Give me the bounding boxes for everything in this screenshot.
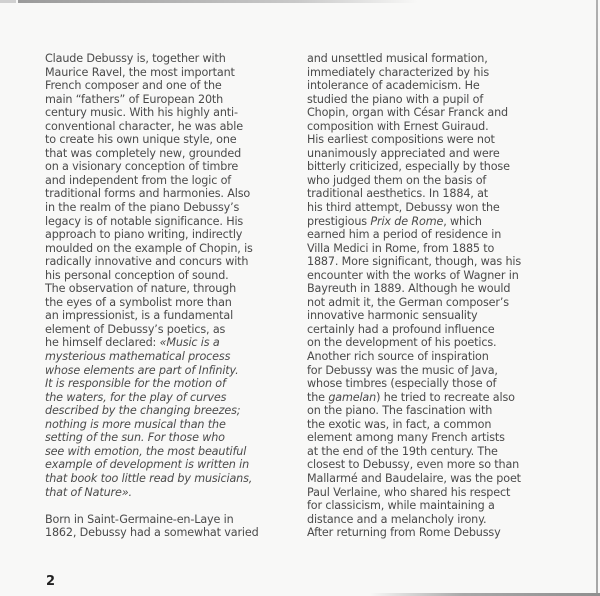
text-segment: element of Debussy’s poetics, as [45,322,226,336]
text-segment: that was completely new, grounded [45,146,242,160]
text-line [45,377,259,391]
text-segment: radically innovative and concurs with [45,255,249,269]
italic-text: Prix de Rome [370,214,444,228]
text-line [307,160,521,174]
text-segment: and unsettled musical formation, [307,52,488,65]
scan-edge-top-left [0,0,16,3]
text-segment: Paul Verlaine, who shared his respect [307,485,511,499]
italic-text: «Music is a [159,336,220,350]
text-segment: on a visionary conception of timbre [45,160,239,174]
italic-text: whose elements are part of Infinity. [45,363,239,377]
text-line [45,228,259,242]
text-line [307,174,521,188]
text-line [45,472,259,486]
text-line [307,228,521,242]
text-segment: innovative harmonic sensuality [307,309,478,323]
text-line [307,282,521,296]
text-segment: on the piano. The fascination with [307,404,493,418]
text-line [307,486,521,500]
text-line [45,282,259,296]
text-line [307,133,521,147]
text-segment: The observation of nature, through [45,282,237,296]
text-segment: Claude Debussy is, together with [45,52,226,65]
text-line [307,93,521,107]
text-line [307,336,521,350]
text-segment: main “fathers” of European 20th [45,92,224,106]
text-line [307,269,521,283]
text-segment: approach to piano writing, indirectly [45,228,243,242]
text-line [307,187,521,201]
text-line [45,458,259,472]
text-segment: element among many French artists [307,431,505,445]
text-line [45,486,259,500]
text-line [45,350,259,364]
italic-text: see with emotion, the most beautiful [45,444,247,458]
text-segment: earned him a period of residence in [307,228,502,242]
text-line [45,52,259,66]
text-segment: the [307,390,329,404]
text-line [45,418,259,432]
text-line [307,418,521,432]
text-line [45,66,259,80]
text-line [307,309,521,323]
text-line [307,201,521,215]
text-segment: Another rich source of inspiration [307,350,489,364]
text-segment: Villa Medici in Rome, from 1885 to [307,241,495,255]
text-segment: who judged them on the basis of [307,173,487,187]
italic-text: example of development is written in [45,458,250,472]
text-line [307,472,521,486]
text-segment: , which [443,214,482,228]
paragraph-gap [45,499,259,513]
text-line [45,255,259,269]
text-segment: legacy is of notable significance. His [45,214,244,228]
text-line [307,445,521,459]
text-segment: his third attempt, Debussy won the [307,201,500,215]
text-line [45,296,259,310]
text-segment: His earliest compositions were not [307,133,495,147]
text-line [307,391,521,405]
text-line [45,106,259,120]
text-line [45,513,259,527]
text-line [45,174,259,188]
text-line [307,66,521,80]
text-line [307,404,521,418]
text-column-right [307,52,521,540]
text-segment: the eyes of a symbolist more than [45,295,232,309]
text-line [307,52,521,66]
text-line [45,404,259,418]
italic-text: described by the changing breezes; [45,404,241,418]
text-segment: studied the piano with a pupil of [307,92,484,106]
text-line [45,431,259,445]
text-line [307,377,521,391]
text-segment: unanimously appreciated and were [307,146,500,160]
text-line [307,255,521,269]
text-line [307,79,521,93]
text-segment: moulded on the example of Chopin, is [45,241,253,255]
text-segment: Mallarmé and Baudelaire, was the poet [307,471,521,485]
text-segment: whose timbres (especially those of [307,377,497,391]
text-segment: and independent from the logic of [45,173,232,187]
text-line [307,513,521,527]
text-segment: in the realm of the piano Debussy’s [45,201,240,215]
text-segment: intolerance of academicism. He [307,79,480,93]
text-segment: prestigious [307,214,371,228]
italic-text: mysterious mathematical process [45,350,231,364]
text-line [45,269,259,283]
text-line [45,160,259,174]
text-line [45,133,259,147]
italic-text: that of Nature». [45,485,132,499]
italic-text: the waters, for the play of curves [45,390,227,404]
text-segment: century music. With his highly anti- [45,106,238,120]
text-segment: the exotic was, in fact, a common [307,417,492,431]
text-segment: Born in Saint-Germaine-en-Laye in [45,512,234,526]
text-line [45,336,259,350]
text-line [45,364,259,378]
text-line [307,499,521,513]
text-segment: After returning from Rome Debussy [307,526,501,540]
text-line [307,120,521,134]
text-line [45,215,259,229]
text-line [307,526,521,540]
text-line [45,309,259,323]
text-line [45,242,259,256]
page-number: 2 [46,574,56,589]
text-segment: at the end of the 19th century. The [307,444,498,458]
text-segment: his personal conception of sound. [45,268,229,282]
text-segment: composition with Ernest Guiraud. [307,119,489,133]
text-line [45,323,259,337]
text-segment: 1862, Debussy had a somewhat varied [45,526,259,540]
scan-edge-top [18,0,418,3]
text-segment: certainly had a profound influence [307,322,495,336]
text-line [45,93,259,107]
text-segment: Chopin, organ with César Franck and [307,106,508,120]
text-line [45,187,259,201]
text-segment: bitterly criticized, especially by those [307,160,510,174]
scan-edge-right [596,0,598,596]
text-line [307,431,521,445]
text-segment: Bayreuth in 1889. Although he would [307,282,511,296]
text-line [45,391,259,405]
text-segment: encounter with the works of Wagner in [307,268,519,282]
text-segment: ) he tried to recreate also [376,390,515,404]
text-line [45,526,259,540]
text-segment: immediately characterized by his [307,65,490,79]
text-segment: for Debussy was the music of Java, [307,363,498,377]
text-segment: to create his own unique style, one [45,133,237,147]
italic-text: It is responsible for the motion of [45,377,226,391]
text-segment: 1887. More significant, though, was his [307,255,522,269]
text-line [307,106,521,120]
text-line [45,147,259,161]
italic-text: nothing is more musical than the [45,417,226,431]
text-line [307,458,521,472]
text-line [45,79,259,93]
text-segment: not admit it, the German composer’s [307,295,509,309]
text-segment: an impressionist, is a fundamental [45,309,234,323]
text-segment: traditional forms and harmonies. Also [45,187,251,201]
text-line [307,350,521,364]
text-line [307,296,521,310]
text-column-left [45,52,259,540]
text-segment: distance and a melancholy irony. [307,512,487,526]
text-line [307,242,521,256]
text-line [45,120,259,134]
text-segment: conventional character, he was able [45,119,243,133]
text-segment: Maurice Ravel, the most important [45,65,235,79]
text-segment: on the development of his poetics. [307,336,497,350]
italic-text: that book too little read by musicians, [45,471,253,485]
text-line [307,147,521,161]
text-line [307,215,521,229]
text-segment: closest to Debussy, even more so than [307,458,520,472]
text-segment: he himself declared: [45,336,160,350]
text-segment: for classicism, while maintaining a [307,499,495,513]
text-line [307,364,521,378]
text-line [45,445,259,459]
text-segment: French composer and one of the [45,79,222,93]
text-line [307,323,521,337]
text-segment: traditional aesthetics. In 1884, at [307,187,489,201]
text-line [45,201,259,215]
italic-text: setting of the sun. For those who [45,431,225,445]
italic-text: gamelan [328,390,377,404]
